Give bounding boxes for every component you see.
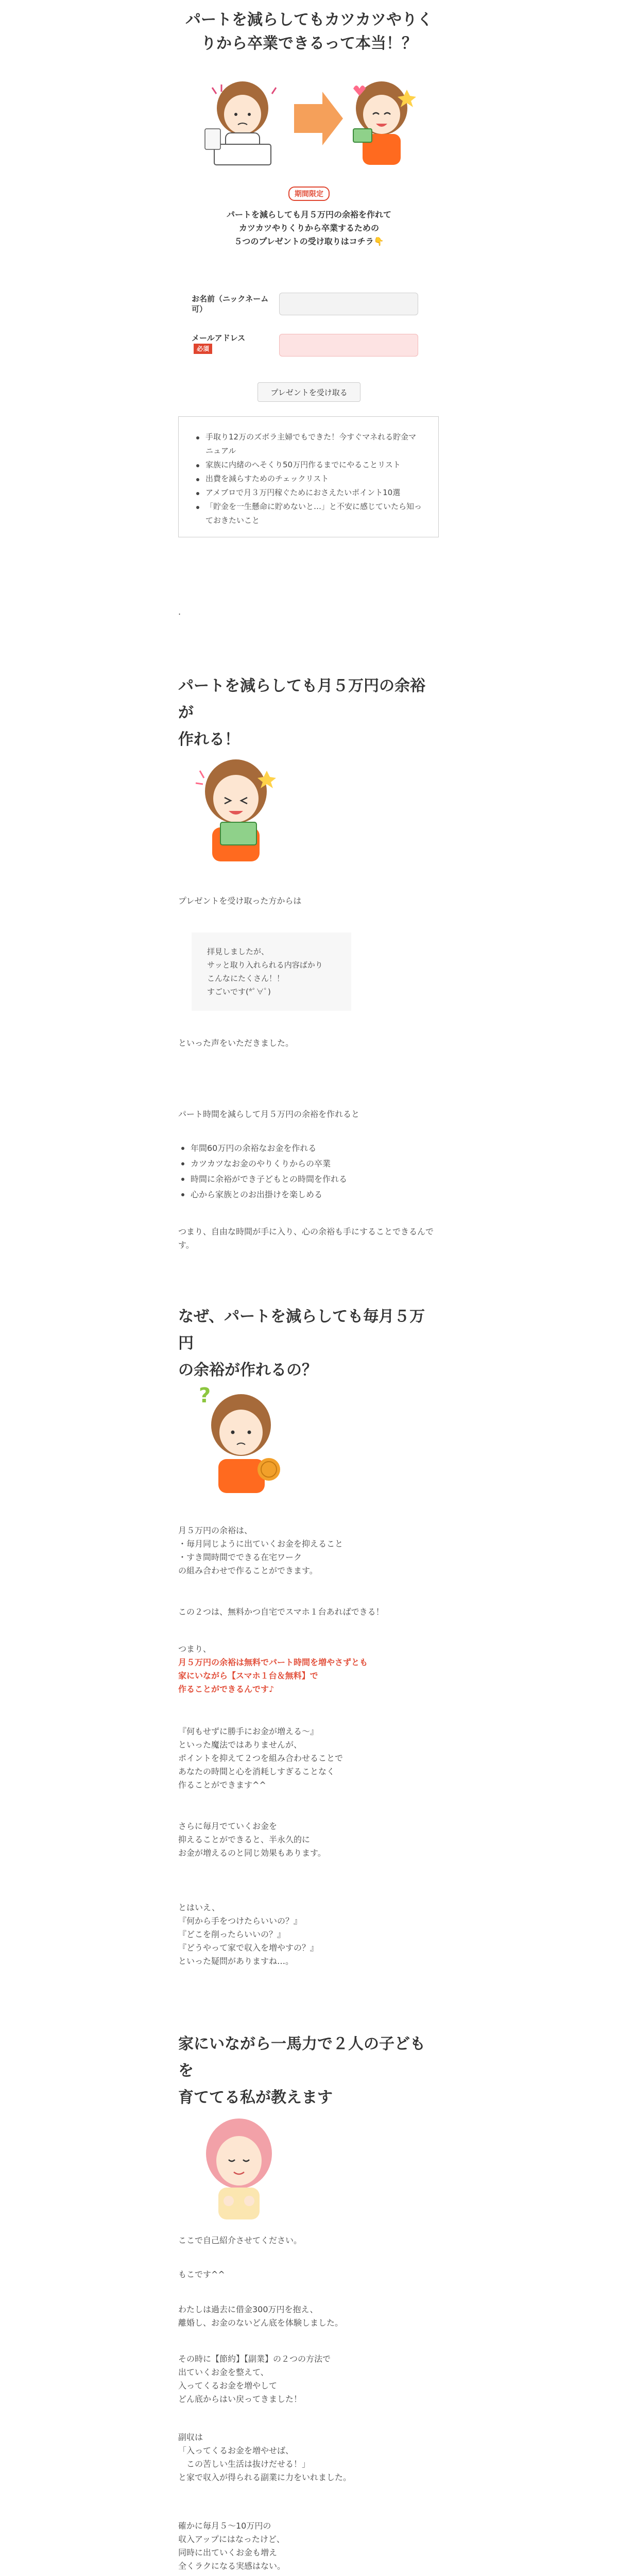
svg-text:?: ? [199,1384,211,1408]
benefit-item: 心から家族とのお出掛けを楽しめる [191,1187,452,1202]
section1-title-line1: パートを減らしても月５万円の余裕が [178,677,425,722]
section2-highlight: 月５万円の余裕は無料でパート時間を増やさずとも 家にいながら【スマホ１台＆無料】で 作ることができるんです♪ [178,1657,368,1694]
section3-p1: ここで自己紹介させてください。 [178,2235,302,2245]
benefit-item: 年間60万円の余裕なお金を作れる [191,1141,452,1156]
section3-title [178,2031,440,2111]
author-avatar-illustration [190,2108,293,2222]
section2-p5: さらに毎月でていくお金を 抑えることができると、半永久的に お金が増えるのと同じ効果もあります。 [178,1821,326,1858]
section3-p6: 確かに毎月５〜10万円の 収入アップにはなったけど、 同時に出ていくお金も増え 全くラクになる実感はない。 [178,2521,286,2571]
section2-title [178,1303,440,1384]
submit-button[interactable]: プレゼントを受け取る [258,382,360,402]
email-input[interactable] [279,334,418,357]
section3-p3: わたしは過去に借金300万円を抱え、 離婚し、お金のないどん底を体験しました。 [178,2304,344,2328]
name-label-text: お名前（ニックネーム可） [192,294,269,314]
gift-item: アメブロで月３万円稼ぐためにおさえたいポイント10選 [205,486,424,500]
email-label-text: メールアドレス [192,333,246,343]
gift-item: 「貯金を一生懸命に貯めないと…」と不安に感じていたら知っておきたいこと [205,500,424,528]
section2-p4: 『何もせずに勝手にお金が増える〜』 といった魔法ではありませんが、 ポイントを抑えて２つを組み合わせることで あなたの時間と心を消耗しすぎることなく 作ることができます^^ [178,1726,344,1790]
gift-item: 家族に内緒のへそくり50万円作るまでにやることリスト [205,458,424,472]
section2-p2: この２つは、無料かつ自宅でスマホ１台あればできる！ [178,1607,384,1617]
page-title [178,8,440,56]
testimonial-quote [192,933,351,1011]
separator-dot: . [178,607,181,617]
section3-title-line1: 家にいながら一馬力で２人の子どもを [178,2035,425,2080]
section3-p4: その時に【節約】【副業】の２つの方法で 出ていくお金を整えて、 入ってくるお金を増やして どん底からはい戻ってきました！ [178,2354,331,2404]
question-woman-illustration [192,1382,295,1495]
arrow-right-icon [294,92,343,145]
offer-text: パートを減らしても月５万円の余裕を作れて カツカツやりくりから卒業するための ５つのプレゼントの受け取りはコチラ👇 [226,210,391,246]
limited-time-badge: 期間限定 [288,187,330,201]
section2-title-line1: なぜ、パートを減らしても毎月５万円 [178,1308,425,1352]
section2-title-line2: の余裕が作れるの？ [178,1361,317,1379]
section3-p5: 副収は 「入ってくるお金を増やせば、 この苦しい生活は抜けだせる！」 と家で収入が得られる副業に力をいれました。 [178,2432,352,2482]
hero-illustration [199,67,419,170]
section2-p1: 月５万円の余裕は、 ・毎月同じように出ていくお金を抑えること ・すき間時間でできる在宅ワーク の組み合わせで作ることができます。 [178,1526,344,1575]
gift-list-box [178,416,439,537]
page-title-line2: りから卒業できるって本当！？ [201,35,417,53]
section1-lead: パート時間を減らして月５万円の余裕を作れると [178,1109,360,1119]
benefit-item: 時間に余裕ができ子どもとの時間を作れる [191,1172,452,1187]
gift-item: 出費を減らすためのチェックリスト [205,472,424,486]
benefit-list [178,1141,452,1202]
section3-title-line2: 育ててる私が教えます [178,2089,333,2107]
section1-title-line2: 作れる！ [178,731,240,749]
money-woman-illustration [190,750,298,863]
section1-after-quote: といった声をいただきました。 [178,1038,294,1048]
section2-p3: つまり、 [178,1644,212,1654]
testimonial-text: 拝見しましたが、 サッと取り入れられる内容ばかり こんなにたくさん！！ すごいです(*ﾟ∀ﾟ) [207,947,323,996]
worried-woman-illustration [205,81,276,165]
benefit-item: カツカツなお金のやりくりからの卒業 [191,1156,452,1172]
page-title-line1: パートを減らしてもカツカツやりく [185,11,433,29]
offer-block [178,187,440,248]
section2-p6: とはいえ、 『何から手をつけたらいいの？』 『どこを削ったらいいの？』 『どうやって家で収入を増やすの？』 といった疑問がありますね…。 [178,1903,319,1966]
section1-closing: つまり、自由な時間が手に入り、心の余裕も手にすることできるんです。 [178,1227,434,1250]
happy-woman-illustration [353,81,416,165]
required-badge: 必須 [194,344,212,354]
section3-p2: もこです^^ [178,2269,225,2279]
name-label [192,294,279,314]
name-input[interactable] [279,293,418,315]
gift-item: 手取り12万のズボラ主婦でもできた！今すぐマネれる貯金マニュアル [205,430,424,458]
section1-intro: プレゼントを受け取った方からは [178,896,302,906]
gift-list [193,430,424,528]
email-label [192,333,279,354]
section1-title [178,673,440,753]
